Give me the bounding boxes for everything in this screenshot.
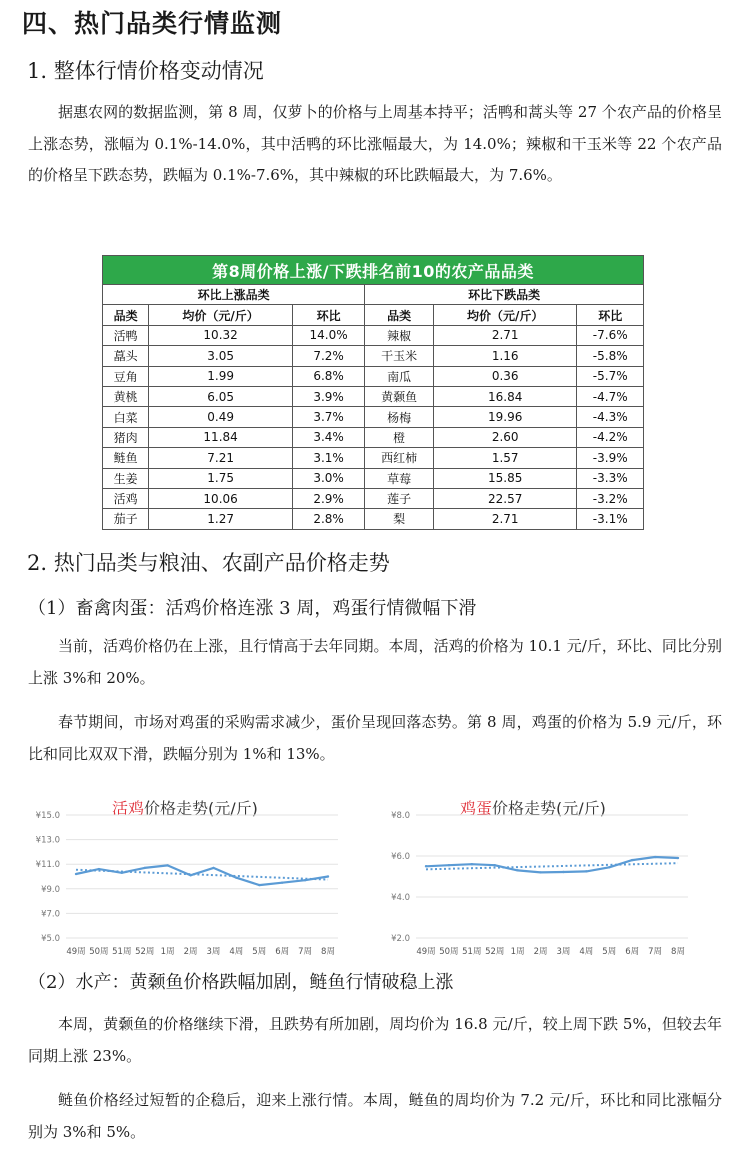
- table-cell: 22.57: [433, 488, 576, 508]
- data-point: [166, 864, 168, 866]
- table-row: [103, 407, 644, 427]
- table-cell: -3.1%: [577, 509, 644, 529]
- data-point: [516, 869, 518, 871]
- table-cell: 19.96: [433, 407, 576, 427]
- y-tick-label: ¥9.0: [41, 884, 60, 895]
- y-tick-label: ¥13.0: [35, 835, 60, 846]
- table-cell: 梨: [365, 509, 434, 529]
- table-row: [103, 427, 644, 447]
- y-tick-label: ¥15.0: [35, 811, 60, 821]
- data-point: [425, 865, 427, 867]
- table-cell: 10.32: [149, 325, 292, 345]
- table-cell: 茄子: [103, 509, 149, 529]
- series-line: [426, 857, 678, 872]
- x-tick-label: 6周: [275, 947, 290, 957]
- table-cell: -4.3%: [577, 407, 644, 427]
- header-cell: 环比: [292, 305, 365, 325]
- table-cell: 橙: [365, 427, 434, 447]
- data-point: [471, 863, 473, 865]
- x-tick-label: 1周: [510, 947, 525, 957]
- table-cell: 鲢鱼: [103, 448, 149, 468]
- table-row: [103, 346, 644, 366]
- table-row: [103, 386, 644, 406]
- y-tick-label: ¥2.0: [391, 934, 410, 944]
- section-title: 四、热门品类行情监测: [22, 9, 283, 38]
- table-cell: 干玉米: [365, 346, 434, 366]
- table-cell: 6.8%: [292, 366, 365, 386]
- table-cell: 3.0%: [292, 468, 365, 488]
- catfish-paragraph: 本周，黄颡鱼的价格继续下滑，且跌势有所加剧，周均价为 16.8 元/斤，较上周下跌 5%，但较去年同期上涨 23%。: [28, 1015, 722, 1065]
- data-point: [448, 864, 450, 866]
- table-cell: 3.4%: [292, 427, 365, 447]
- table-cell: 生姜: [103, 468, 149, 488]
- x-tick-label: 51周: [112, 947, 132, 957]
- table-row: [103, 488, 644, 508]
- header-cell: 环比: [577, 305, 644, 325]
- x-tick-label: 2周: [533, 947, 548, 957]
- table-cell: 3.05: [149, 346, 292, 366]
- x-tick-label: 7周: [298, 947, 313, 957]
- table-cell: -3.2%: [577, 488, 644, 508]
- table-cell: 3.9%: [292, 386, 365, 406]
- chart-title-highlight: 活鸡: [112, 799, 145, 818]
- header-cell: 品类: [103, 305, 149, 325]
- table-cell: 西红柿: [365, 448, 434, 468]
- data-point: [121, 872, 123, 874]
- table-cell: 豆角: [103, 366, 149, 386]
- table-cell: 7.2%: [292, 346, 365, 366]
- y-tick-label: ¥11.0: [35, 860, 60, 871]
- aquatic-heading: （2）水产：黄颡鱼价格跌幅加剧，鲢鱼行情破稳上涨: [28, 972, 454, 993]
- x-tick-label: 50周: [439, 947, 459, 957]
- table-cell: 辣椒: [365, 325, 434, 345]
- x-tick-label: 5周: [252, 947, 267, 957]
- data-point: [235, 877, 237, 879]
- table-cell: 16.84: [433, 386, 576, 406]
- table-cell: -4.7%: [577, 386, 644, 406]
- table-cell: 0.36: [433, 366, 576, 386]
- table-row: [103, 509, 644, 529]
- table-row: [103, 325, 644, 345]
- data-point: [562, 871, 564, 873]
- y-tick-label: ¥5.0: [41, 934, 60, 944]
- data-point: [304, 879, 306, 881]
- table-title: 第8周价格上涨/下跌排名前10的农产品品类: [103, 256, 644, 285]
- y-tick-label: ¥4.0: [391, 893, 410, 903]
- table-cell: 3.1%: [292, 448, 365, 468]
- down-group-label: 环比下跌品类: [365, 285, 644, 305]
- header-cell: 均价（元/斤）: [149, 305, 292, 325]
- table-cell: 10.06: [149, 488, 292, 508]
- table-cell: 活鸭: [103, 325, 149, 345]
- subsection-title-overall: 1. 整体行情价格变动情况: [27, 59, 264, 83]
- y-tick-label: ¥6.0: [391, 852, 410, 862]
- x-tick-label: 8周: [671, 947, 685, 957]
- up-group-label: 环比上涨品类: [103, 285, 365, 305]
- table-cell: 11.84: [149, 427, 292, 447]
- table-cell: 藠头: [103, 346, 149, 366]
- x-tick-label: 7周: [648, 947, 663, 957]
- table-cell: 1.16: [433, 346, 576, 366]
- table-row: [103, 468, 644, 488]
- table-row: [103, 448, 644, 468]
- data-point: [281, 881, 283, 883]
- data-point: [144, 867, 146, 869]
- egg-price-chart: [370, 790, 700, 962]
- table-cell: -3.3%: [577, 468, 644, 488]
- table-cell: -3.9%: [577, 448, 644, 468]
- x-tick-label: 5周: [602, 947, 617, 957]
- data-point: [677, 857, 679, 859]
- data-point: [98, 868, 100, 870]
- table-cell: 黄桃: [103, 386, 149, 406]
- x-tick-label: 6周: [625, 947, 640, 957]
- table-cell: 2.60: [433, 427, 576, 447]
- data-point: [258, 884, 260, 886]
- table-cell: -4.2%: [577, 427, 644, 447]
- table-cell: -7.6%: [577, 325, 644, 345]
- table-cell: -5.8%: [577, 346, 644, 366]
- table-row: [103, 366, 644, 386]
- header-cell: 均价（元/斤）: [433, 305, 576, 325]
- x-tick-label: 50周: [89, 947, 109, 957]
- chart-title-rest: 价格走势(元/斤): [144, 799, 258, 818]
- data-point: [585, 870, 587, 872]
- subsection-title-trends: 2. 热门品类与粮油、农副产品价格走势: [27, 551, 390, 575]
- data-point: [631, 859, 633, 861]
- chicken-paragraph: 当前，活鸡价格仍在上涨，且行情高于去年同期。本周，活鸡的价格为 10.1 元/斤，环比、同比分别上涨 3%和 20%。: [28, 637, 722, 687]
- data-point: [494, 864, 496, 866]
- table-cell: 莲子: [365, 488, 434, 508]
- x-tick-label: 8周: [321, 947, 335, 957]
- egg-paragraph: 春节期间，市场对鸡蛋的采购需求减少，蛋价呈现回落态势。第 8 周，鸡蛋的价格为 5.9 元/斤，环比和同比双双下滑，跌幅分别为 1%和 13%。: [28, 713, 722, 763]
- table-cell: 2.8%: [292, 509, 365, 529]
- table-cell: 6.05: [149, 386, 292, 406]
- x-tick-label: 4周: [229, 947, 244, 957]
- table-cell: 1.27: [149, 509, 292, 529]
- data-point: [539, 871, 541, 873]
- chart-title-rest: 价格走势(元/斤): [492, 799, 606, 818]
- table-cell: 7.21: [149, 448, 292, 468]
- livestock-heading: （1）畜禽肉蛋：活鸡价格连涨 3 周，鸡蛋行情微幅下滑: [28, 598, 477, 619]
- x-tick-label: 51周: [462, 947, 482, 957]
- chicken-price-chart: [20, 790, 350, 962]
- table-cell: 0.49: [149, 407, 292, 427]
- data-point: [327, 875, 329, 877]
- table-cell: 14.0%: [292, 325, 365, 345]
- table-cell: 2.71: [433, 509, 576, 529]
- table-cell: 1.75: [149, 468, 292, 488]
- x-tick-label: 1周: [160, 947, 175, 957]
- table-cell: 1.57: [433, 448, 576, 468]
- table-cell: 15.85: [433, 468, 576, 488]
- price-ranking-table: [102, 255, 644, 530]
- data-point: [212, 867, 214, 869]
- data-point: [75, 873, 77, 875]
- x-tick-label: 49周: [416, 947, 436, 957]
- x-tick-label: 49周: [66, 947, 86, 957]
- table-cell: 活鸡: [103, 488, 149, 508]
- table-cell: 2.71: [433, 325, 576, 345]
- table-cell: 2.9%: [292, 488, 365, 508]
- table-cell: 草莓: [365, 468, 434, 488]
- table-cell: 3.7%: [292, 407, 365, 427]
- data-point: [654, 856, 656, 858]
- table-cell: 猪肉: [103, 427, 149, 447]
- table-cell: 白菜: [103, 407, 149, 427]
- x-tick-label: 52周: [135, 947, 155, 957]
- x-tick-label: 3周: [206, 947, 221, 957]
- table-cell: -5.7%: [577, 366, 644, 386]
- header-cell: 品类: [365, 305, 434, 325]
- y-tick-label: ¥8.0: [391, 811, 410, 821]
- chart-title-highlight: 鸡蛋: [460, 799, 493, 818]
- overall-paragraph: 据惠农网的数据监测，第 8 周，仅萝卜的价格与上周基本持平；活鸭和蒿头等 27 个农产品的价格呈上涨态势，涨幅为 0.1%-14.0%，其中活鸭的环比涨幅最大，为 14.0%；辣椒和干玉米等 22 个农产品的价格呈下跌态势，跌幅为 0.1%-7.6%，其中辣椒的环比跌幅最大，为 7.6%。: [28, 103, 722, 184]
- table-header-row: [103, 305, 644, 325]
- table-cell: 1.99: [149, 366, 292, 386]
- x-tick-label: 4周: [579, 947, 594, 957]
- table-cell: 黄颡鱼: [365, 386, 434, 406]
- data-point: [608, 866, 610, 868]
- x-tick-label: 2周: [183, 947, 198, 957]
- table-cell: 南瓜: [365, 366, 434, 386]
- table-cell: 杨梅: [365, 407, 434, 427]
- data-point: [189, 874, 191, 876]
- x-tick-label: 3周: [556, 947, 571, 957]
- y-tick-label: ¥7.0: [41, 909, 60, 920]
- silver-carp-paragraph: 鲢鱼价格经过短暂的企稳后，迎来上涨行情。本周，鲢鱼的周均价为 7.2 元/斤，环比和同比涨幅分别为 3%和 5%。: [28, 1091, 722, 1141]
- x-tick-label: 52周: [485, 947, 505, 957]
